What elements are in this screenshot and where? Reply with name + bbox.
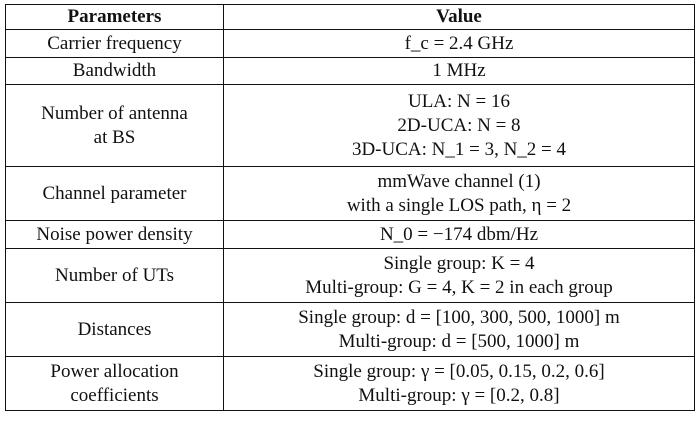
value-text: N_0 = −174 dbm/Hz — [379, 223, 539, 245]
param-text: at BS — [93, 126, 136, 148]
table-container — [5, 4, 694, 411]
param-text: Carrier frequency — [47, 32, 182, 54]
table-row — [6, 167, 695, 221]
param-text: Distances — [77, 318, 152, 340]
table-row — [6, 30, 695, 58]
table-row — [6, 58, 695, 85]
value-text: Single group: d = [100, 300, 500, 1000] m — [298, 306, 620, 328]
value-cell — [224, 303, 695, 357]
param-text: Bandwidth — [72, 60, 157, 81]
param-text: Noise power density — [36, 223, 193, 245]
value-cell — [224, 58, 695, 85]
value-text: 2D-UCA: N = 8 — [397, 114, 521, 136]
value-cell — [224, 85, 695, 167]
param-text: Number of antenna — [41, 102, 188, 124]
value-text: Multi-group: G = 4, K = 2 in each group — [305, 276, 613, 298]
value-cell — [224, 357, 695, 411]
value-text: Single group: γ = [0.05, 0.15, 0.2, 0.6] — [313, 360, 605, 382]
value-text: 3D-UCA: N_1 = 3, N_2 = 4 — [351, 138, 567, 160]
param-text: Power allocation — [50, 360, 179, 382]
table-header-row — [6, 5, 695, 30]
param-cell — [6, 221, 224, 249]
table-row — [6, 221, 695, 249]
parameters-table — [5, 4, 695, 411]
value-text: Multi-group: d = [500, 1000] m — [338, 330, 580, 352]
param-cell — [6, 357, 224, 411]
param-cell — [6, 167, 224, 221]
value-cell — [224, 221, 695, 249]
table-row — [6, 303, 695, 357]
value-text: with a single LOS path, η = 2 — [346, 194, 572, 216]
param-cell — [6, 30, 224, 58]
value-text: f_c = 2.4 GHz — [404, 32, 514, 54]
value-text: ULA: N = 16 — [407, 90, 510, 112]
table-row — [6, 85, 695, 167]
param-cell — [6, 303, 224, 357]
header-parameters: Parameters — [6, 5, 224, 30]
param-cell — [6, 85, 224, 167]
value-cell — [224, 167, 695, 221]
value-cell — [224, 30, 695, 58]
param-text: coefficients — [70, 384, 159, 406]
value-cell — [224, 249, 695, 303]
value-text: mmWave channel (1) — [377, 170, 541, 192]
value-text: Single group: K = 4 — [383, 252, 535, 274]
header-value: Value — [224, 5, 695, 30]
param-cell — [6, 58, 224, 85]
table-row — [6, 357, 695, 411]
param-cell — [6, 249, 224, 303]
value-text: Multi-group: γ = [0.2, 0.8] — [358, 384, 560, 406]
param-text: Channel parameter — [42, 182, 187, 204]
table-row — [6, 249, 695, 303]
value-text: 1 MHz — [432, 60, 486, 81]
param-text: Number of UTs — [55, 264, 174, 286]
